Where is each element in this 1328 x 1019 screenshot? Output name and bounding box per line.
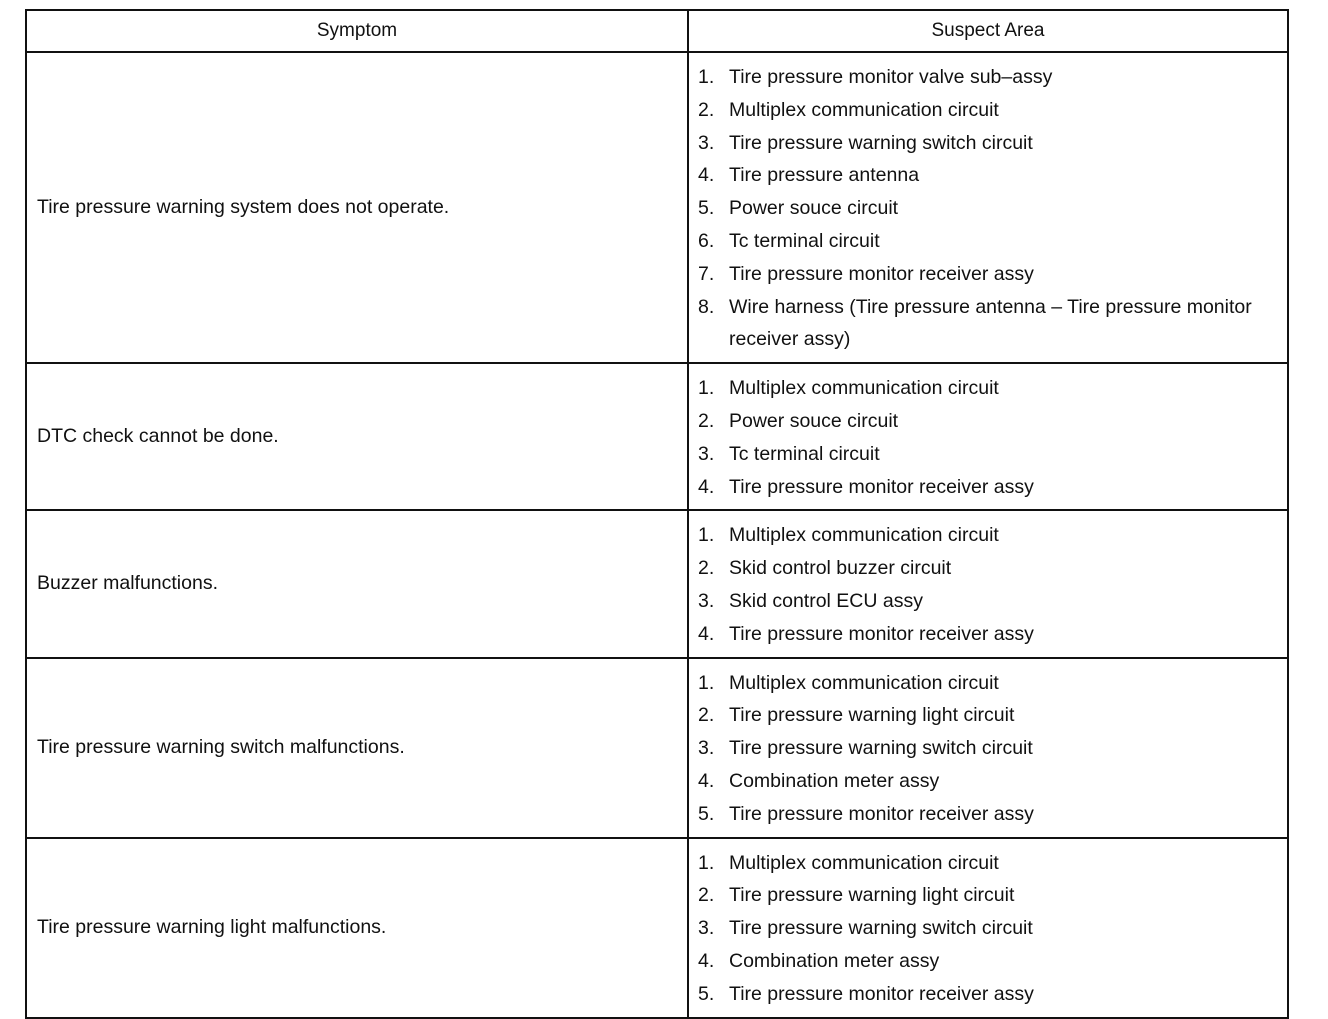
item-number: 4.	[698, 164, 715, 187]
suspect-area-cell	[688, 363, 1288, 510]
suspect-area-cell	[688, 658, 1288, 838]
item-number: 2.	[698, 704, 715, 727]
item-text: Tire pressure monitor receiver assy	[729, 262, 1034, 285]
item-number: 3.	[698, 131, 715, 154]
symptom-cell: Tire pressure warning system does not operate.	[26, 52, 688, 363]
item-number: 2.	[698, 557, 715, 580]
suspect-area-item	[698, 471, 1279, 504]
symptom-cell: Buzzer malfunctions.	[26, 510, 688, 657]
item-text: Tire pressure monitor valve sub–assy	[729, 66, 1053, 88]
item-text: Combination meter assy	[729, 949, 940, 972]
suspect-area-item	[698, 94, 1279, 127]
suspect-area-item	[698, 291, 1279, 357]
item-text: Skid control buzzer circuit	[729, 557, 952, 580]
suspect-area-item	[698, 552, 1279, 585]
item-number: 4.	[698, 949, 715, 972]
suspect-area-item	[698, 978, 1279, 1011]
item-number: 3.	[698, 589, 715, 612]
item-text: Wire harness (Tire pressure antenna – Tire pressure monitor receiver assy)	[729, 295, 1252, 351]
suspect-area-item	[698, 438, 1279, 471]
item-text: Multiplex communication circuit	[729, 524, 999, 547]
item-text: Tc terminal circuit	[729, 442, 880, 465]
table-header-row	[26, 10, 1288, 52]
item-number: 3.	[698, 917, 715, 940]
item-text: Power souce circuit	[729, 409, 899, 432]
item-text: Multiplex communication circuit	[729, 851, 999, 874]
item-text: Tire pressure monitor receiver assy	[729, 982, 1034, 1005]
suspect-area-item	[698, 945, 1279, 978]
symptom-cell: Tire pressure warning light malfunctions.	[26, 838, 688, 1018]
suspect-area-item	[698, 258, 1279, 291]
item-number: 1.	[698, 671, 715, 694]
item-number: 1.	[698, 524, 715, 547]
suspect-area-item	[698, 879, 1279, 912]
item-number: 4.	[698, 475, 715, 498]
suspect-area-item	[698, 798, 1279, 831]
suspect-area-list	[698, 372, 1279, 503]
table-row	[26, 658, 1288, 838]
item-number: 1.	[698, 377, 715, 400]
suspect-area-list	[698, 667, 1279, 831]
item-text: Tire pressure antenna	[729, 164, 920, 187]
symptom-table	[25, 9, 1289, 1019]
suspect-area-item	[698, 667, 1279, 700]
suspect-area-item	[698, 732, 1279, 765]
item-text: Tire pressure warning switch circuit	[729, 737, 1033, 760]
item-number: 4.	[698, 622, 715, 645]
item-text: Tire pressure warning light circuit	[729, 884, 1015, 907]
suspect-area-item	[698, 519, 1279, 552]
symptom-column-header: Symptom	[26, 10, 688, 52]
item-text: Tire pressure monitor receiver assy	[729, 802, 1034, 825]
item-text: Combination meter assy	[729, 769, 940, 792]
suspect-area-item	[698, 372, 1279, 405]
item-number: 5.	[698, 802, 715, 825]
table-row	[26, 838, 1288, 1018]
suspect-area-cell	[688, 838, 1288, 1018]
item-text: Tire pressure monitor receiver assy	[729, 475, 1034, 498]
suspect-area-item	[698, 618, 1279, 651]
item-number: 1.	[698, 66, 715, 88]
item-number: 3.	[698, 442, 715, 465]
item-text: Skid control ECU assy	[729, 589, 923, 612]
item-text: Tire pressure warning switch circuit	[729, 917, 1033, 940]
item-text: Tire pressure monitor receiver assy	[729, 622, 1034, 645]
suspect-area-item	[698, 847, 1279, 880]
item-number: 7.	[698, 262, 715, 285]
suspect-area-item	[698, 699, 1279, 732]
suspect-area-item	[698, 159, 1279, 192]
suspect-area-cell	[688, 510, 1288, 657]
suspect-area-list	[698, 847, 1279, 1011]
item-text: Tire pressure warning light circuit	[729, 704, 1015, 727]
suspect-area-item	[698, 127, 1279, 160]
item-number: 1.	[698, 851, 715, 874]
item-number: 2.	[698, 98, 715, 121]
suspect-area-list	[698, 61, 1279, 356]
symptom-cell: Tire pressure warning switch malfunctions.	[26, 658, 688, 838]
item-text: Power souce circuit	[729, 197, 899, 220]
item-text: Tire pressure warning switch circuit	[729, 131, 1033, 154]
item-text: Multiplex communication circuit	[729, 377, 999, 400]
table-body	[26, 52, 1288, 1018]
suspect-area-item	[698, 61, 1279, 94]
item-number: 8.	[698, 295, 715, 318]
item-number: 4.	[698, 769, 715, 792]
suspect-area-item	[698, 225, 1279, 258]
suspect-area-list	[698, 519, 1279, 650]
item-text: Multiplex communication circuit	[729, 98, 999, 121]
symptom-table-container	[25, 9, 1287, 1019]
table-row	[26, 510, 1288, 657]
item-number: 5.	[698, 197, 715, 220]
suspect-area-item	[698, 585, 1279, 618]
item-text: Tc terminal circuit	[729, 229, 880, 252]
suspect-area-item	[698, 765, 1279, 798]
suspect-area-cell	[688, 52, 1288, 363]
suspect-area-column-header: Suspect Area	[688, 10, 1288, 52]
item-text: Multiplex communication circuit	[729, 671, 999, 694]
table-row	[26, 52, 1288, 363]
symptom-cell: DTC check cannot be done.	[26, 363, 688, 510]
item-number: 6.	[698, 229, 715, 252]
item-number: 2.	[698, 884, 715, 907]
suspect-area-item	[698, 405, 1279, 438]
suspect-area-item	[698, 912, 1279, 945]
table-row	[26, 363, 1288, 510]
item-number: 5.	[698, 982, 715, 1005]
item-number: 2.	[698, 409, 715, 432]
item-number: 3.	[698, 737, 715, 760]
suspect-area-item	[698, 192, 1279, 225]
